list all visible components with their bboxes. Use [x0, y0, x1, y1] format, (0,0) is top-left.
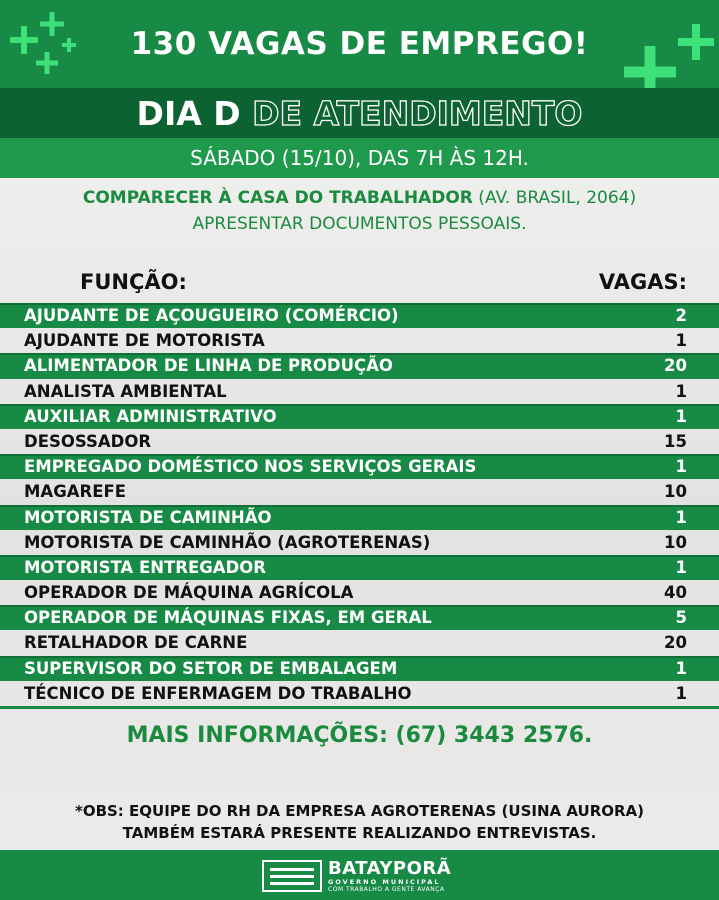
crest-icon — [262, 860, 322, 892]
job-title: ALIMENTADOR DE LINHA DE PRODUÇÃO — [24, 356, 393, 376]
job-title: TÉCNICO DE ENFERMAGEM DO TRABALHO — [24, 683, 412, 703]
job-vacancies: 1 — [675, 406, 687, 426]
job-title: MAGAREFE — [24, 482, 127, 502]
job-title: MOTORISTA DE CAMINHÃO (AGROTERENAS) — [24, 532, 431, 552]
job-vacancies: 1 — [675, 507, 687, 527]
job-title: AUXILIAR ADMINISTRATIVO — [24, 406, 277, 426]
table-row — [0, 454, 719, 479]
table-row — [0, 681, 719, 706]
logo-slogan: COM TRABALHO A GENTE AVANÇA — [328, 886, 445, 893]
job-vacancies: 20 — [664, 633, 687, 653]
observation-line-1: *OBS: EQUIPE DO RH DA EMPRESA AGROTERENAS (USINA AURORA) — [74, 802, 645, 820]
job-vacancies: 1 — [675, 381, 687, 401]
dia-d-heading — [0, 94, 719, 133]
logo-name: BATAYPORÃ — [328, 858, 452, 879]
page-title: 130 VAGAS DE EMPREGO! — [130, 26, 589, 62]
job-vacancies: 1 — [675, 658, 687, 678]
contact-info: MAIS INFORMAÇÕES: (67) 3443 2576. — [126, 723, 593, 748]
job-title: OPERADOR DE MÁQUINAS FIXAS, EM GERAL — [24, 608, 432, 628]
job-vacancies: 20 — [664, 356, 687, 376]
table-row — [0, 656, 719, 681]
table-row — [0, 630, 719, 655]
documents-info: APRESENTAR DOCUMENTOS PESSOAIS. — [192, 214, 527, 234]
table-row — [0, 580, 719, 605]
table-bottom-line — [0, 706, 719, 709]
table-row — [0, 605, 719, 630]
job-title: ANALISTA AMBIENTAL — [24, 381, 227, 401]
table-row — [0, 404, 719, 429]
job-title: MOTORISTA ENTREGADOR — [24, 557, 266, 577]
job-title: SUPERVISOR DO SETOR DE EMBALAGEM — [24, 658, 398, 678]
table-row — [0, 328, 719, 353]
municipal-logo — [262, 858, 462, 894]
job-vacancies: 1 — [675, 683, 687, 703]
observation-line-2: TAMBÉM ESTARÁ PRESENTE REALIZANDO ENTREVISTAS. — [122, 824, 597, 842]
job-vacancies: 10 — [664, 532, 687, 552]
event-date: SÁBADO (15/10), DAS 7H ÀS 12H. — [190, 146, 529, 170]
job-title: OPERADOR DE MÁQUINA AGRÍCOLA — [24, 583, 354, 603]
job-title: AJUDANTE DE MOTORISTA — [24, 331, 265, 351]
logo-subtitle: GOVERNO MUNICIPAL — [328, 878, 441, 886]
job-title: AJUDANTE DE AÇOUGUEIRO (COMÉRCIO) — [24, 306, 399, 325]
table-row — [0, 505, 719, 530]
location-address: (AV. BRASIL, 2064) — [472, 188, 637, 208]
column-header-vagas: VAGAS: — [598, 270, 687, 294]
job-vacancies: 1 — [675, 331, 687, 351]
job-title: MOTORISTA DE CAMINHÃO — [24, 507, 272, 527]
job-title: RETALHADOR DE CARNE — [24, 633, 248, 653]
job-vacancies: 15 — [664, 431, 687, 451]
column-header-funcao: FUNÇÃO: — [80, 270, 187, 294]
job-vacancies: 10 — [664, 482, 687, 502]
job-vacancies: 1 — [675, 557, 687, 577]
location-bold: COMPARECER À CASA DO TRABALHADOR — [82, 188, 473, 208]
table-row — [0, 429, 719, 454]
table-row — [0, 379, 719, 404]
job-title: EMPREGADO DOMÉSTICO NOS SERVIÇOS GERAIS — [24, 457, 477, 477]
table-row — [0, 353, 719, 378]
dia-d-outline: DE ATENDIMENTO — [252, 94, 583, 133]
job-vacancies: 2 — [675, 306, 687, 325]
job-vacancies: 40 — [664, 583, 687, 603]
location-info — [0, 188, 719, 208]
jobs-table — [0, 303, 719, 706]
table-row — [0, 479, 719, 504]
job-vacancies: 5 — [675, 608, 687, 628]
job-title: DESOSSADOR — [24, 431, 152, 451]
observation-note — [0, 800, 719, 844]
table-row — [0, 530, 719, 555]
dia-d-solid: DIA D — [136, 94, 241, 133]
table-row — [0, 555, 719, 580]
job-vacancies: 1 — [675, 457, 687, 477]
table-row — [0, 303, 719, 328]
